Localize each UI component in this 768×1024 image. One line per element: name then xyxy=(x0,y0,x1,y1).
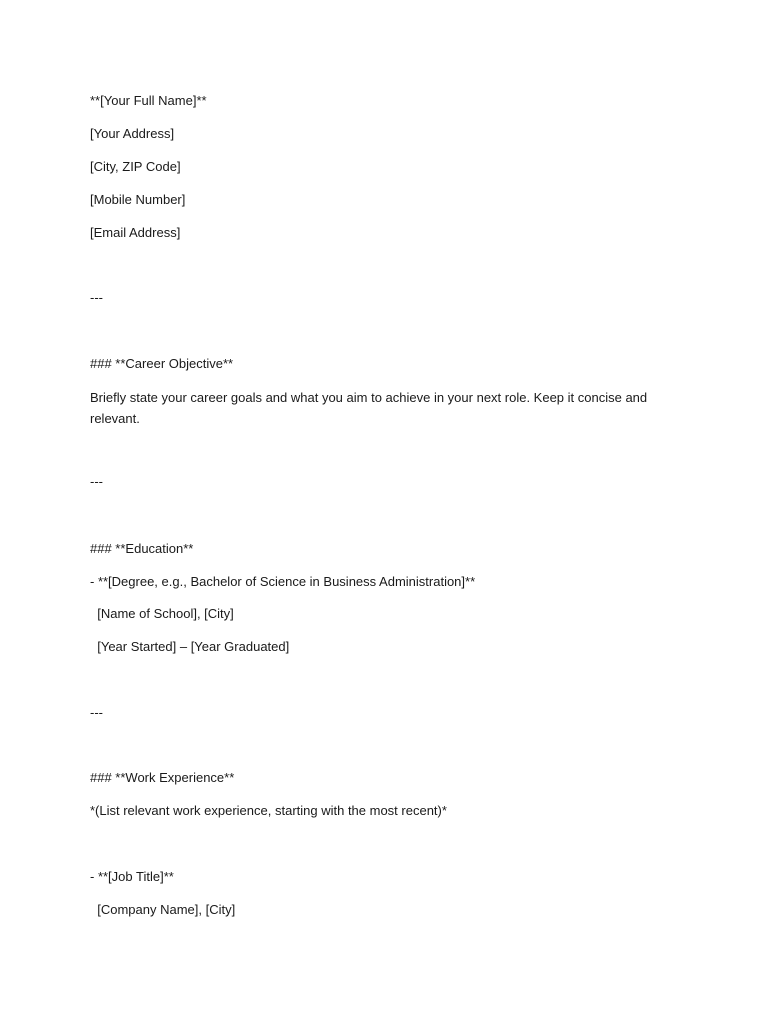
career-objective-heading: ### **Career Objective** xyxy=(90,356,234,371)
work-experience-heading: ### **Work Experience** xyxy=(90,770,235,785)
education-years: [Year Started] – [Year Graduated] xyxy=(90,639,290,654)
career-objective-body: Briefly state your career goals and what you aim to achieve in your next role. Keep it concise and relevant. xyxy=(90,390,648,426)
full-name-placeholder: **[Your Full Name]** xyxy=(90,93,207,108)
address-placeholder: [Your Address] xyxy=(90,126,175,141)
job-title-placeholder: - **[Job Title]** xyxy=(90,869,174,884)
separator-3: --- xyxy=(90,705,103,720)
company-placeholder: [Company Name], [City] xyxy=(90,902,236,917)
separator-2: --- xyxy=(90,474,103,489)
education-heading: ### **Education** xyxy=(90,541,194,556)
education-degree: - **[Degree, e.g., Bachelor of Science in Business Administration]** xyxy=(90,574,476,589)
mobile-placeholder: [Mobile Number] xyxy=(90,192,186,207)
email-placeholder: [Email Address] xyxy=(90,225,181,240)
education-school: [Name of School], [City] xyxy=(90,606,234,621)
separator-1: --- xyxy=(90,290,103,305)
city-zip-placeholder: [City, ZIP Code] xyxy=(90,159,181,174)
work-experience-note: *(List relevant work experience, starting with the most recent)* xyxy=(90,803,447,818)
